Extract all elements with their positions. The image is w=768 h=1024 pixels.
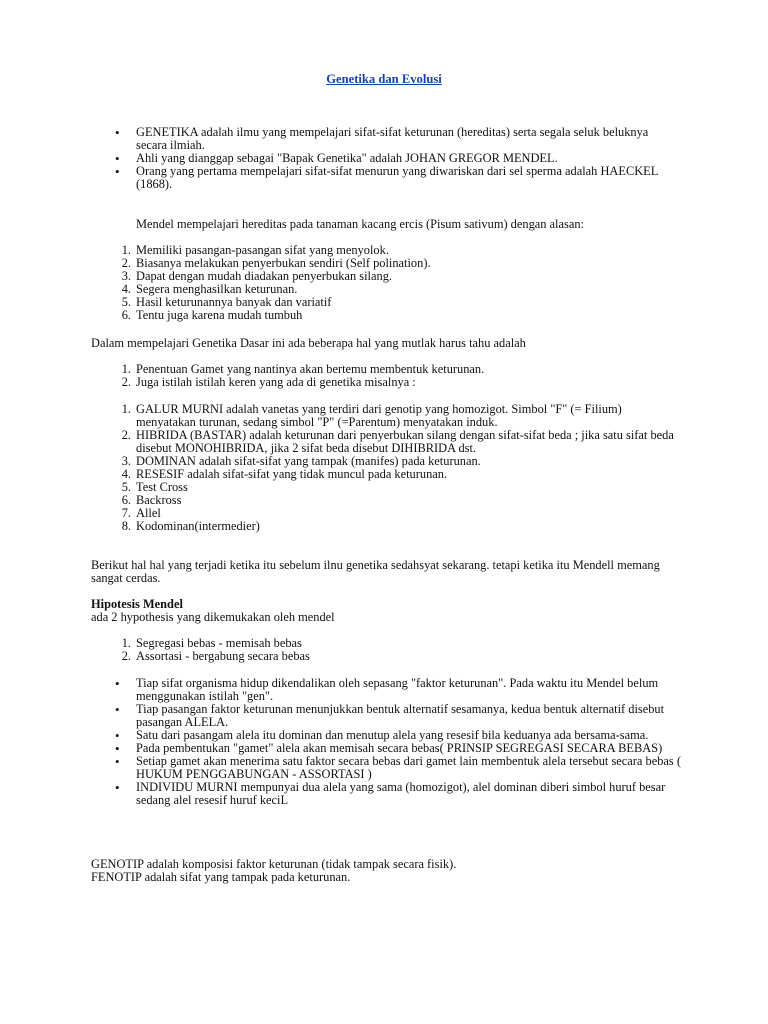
list-item: • GENETIKA adalah ilmu yang mempelajari sifat-sifat keturunan (hereditas) serta segala seluk beluknya secara ilmiah. bbox=[0, 126, 768, 152]
list-item: 3. DOMINAN adalah sifat-sifat yang tampak (manifes) pada keturunan. bbox=[0, 455, 768, 468]
list-item: 1. Segregasi bebas - memisah bebas bbox=[0, 637, 768, 650]
list-item: 6. Tentu juga karena mudah tumbuh bbox=[0, 309, 768, 322]
hipotesis-list bbox=[0, 637, 768, 663]
list-number: 6. bbox=[121, 308, 131, 322]
list-item: 2. Juga istilah istilah keren yang ada di genetika misalnya : bbox=[0, 376, 768, 389]
list-item: 6. Backross bbox=[0, 494, 768, 507]
hipotesis-bullet-list bbox=[0, 677, 768, 807]
list-number: 6. bbox=[121, 493, 131, 507]
list-item: • Pada pembentukan "gamet" alela akan memisah secara bebas( PRINSIP SEGREGASI SECARA BEBAS) bbox=[0, 742, 768, 755]
list-item: • Setiap gamet akan menerima satu faktor secara bebas dari gamet lain membentuk alela tersebut secara bebas ( HUKUM PENGGABUNGAN - ASSORTASI ) bbox=[0, 755, 768, 781]
list-item: • Orang yang pertama mempelajari sifat-sifat menurun yang diwariskan dari sel sperma adalah HAECKEL (1868). bbox=[0, 165, 768, 191]
list-number: 1. bbox=[121, 362, 131, 376]
list-number: 1. bbox=[121, 402, 131, 416]
list-number: 2. bbox=[121, 256, 131, 270]
list-item: • Satu dari pasangam alela itu dominan dan menutup alela yang resesif bila keduanya ada bersama-sama. bbox=[0, 729, 768, 742]
list-number: 2. bbox=[121, 375, 131, 389]
list-number: 3. bbox=[121, 454, 131, 468]
dasar-list bbox=[0, 363, 768, 389]
list-item: 8. Kodominan(intermedier) bbox=[0, 520, 768, 533]
list-item: 1. Penentuan Gamet yang nantinya akan bertemu membentuk keturunan. bbox=[0, 363, 768, 376]
list-item: 1. Memiliki pasangan-pasangan sifat yang menyolok. bbox=[0, 244, 768, 257]
list-number: 2. bbox=[121, 428, 131, 442]
genotip-line: GENOTIP adalah komposisi faktor keturunan (tidak tampak secara fisik). bbox=[91, 857, 457, 871]
list-number: 7. bbox=[121, 506, 131, 520]
list-item: 7. Allel bbox=[0, 507, 768, 520]
list-number: 4. bbox=[121, 467, 131, 481]
list-item: 4. RESESIF adalah sifat-sifat yang tidak muncul pada keturunan. bbox=[0, 468, 768, 481]
intro-bullet-list bbox=[0, 126, 768, 191]
list-number: 5. bbox=[121, 295, 131, 309]
list-item: 1. GALUR MURNI adalah vanetas yang terdiri dari genotip yang homozigot. Simbol "F" (= Filium) menyatakan turunan, sedang simbol "P" (=Parentum) menyatakan induk. bbox=[0, 403, 768, 429]
page-title bbox=[0, 73, 768, 86]
list-item: • Tiap sifat organisma hidup dikendalikan oleh sepasang "faktor keturunan". Pada waktu itu Mendel belum menggunakan istilah "gen". bbox=[0, 677, 768, 703]
hipotesis-intro: ada 2 hypothesis yang dikemukakan oleh mendel bbox=[91, 610, 335, 624]
fenotip-line: FENOTIP adalah sifat yang tampak pada keturunan. bbox=[91, 870, 351, 884]
list-number: 3. bbox=[121, 269, 131, 283]
list-item: 4. Segera menghasilkan keturunan. bbox=[0, 283, 768, 296]
list-item: 2. Biasanya melakukan penyerbukan sendiri (Self polination). bbox=[0, 257, 768, 270]
list-number: 8. bbox=[121, 519, 131, 533]
list-number: 5. bbox=[121, 480, 131, 494]
list-number: 1. bbox=[121, 243, 131, 257]
list-number: 1. bbox=[121, 636, 131, 650]
list-item: • Ahli yang dianggap sebagai "Bapak Genetika" adalah JOHAN GREGOR MENDEL. bbox=[0, 152, 768, 165]
mendel-reasons-list bbox=[0, 244, 768, 322]
list-item: • Tiap pasangan faktor keturunan menunjukkan bentuk alternatif sesamanya, kedua bentuk alternatif disebut pasangan ALELA. bbox=[0, 703, 768, 729]
list-item: 5. Hasil keturunannya banyak dan variatif bbox=[0, 296, 768, 309]
hipotesis-heading: Hipotesis Mendel bbox=[91, 597, 183, 611]
mendel-intro-paragraph: Mendel mempelajari hereditas pada tanaman kacang ercis (Pisum sativum) dengan alasan: bbox=[136, 217, 584, 231]
list-number: 2. bbox=[121, 649, 131, 663]
list-item: 2. HIBRIDA (BASTAR) adalah keturunan dari penyerbukan silang dengan sifat-sifat beda ; jika satu sifat beda disebut MONOHIBRIDA, jika 2 sifat beda disebut DIHIBRIDA dst. bbox=[0, 429, 768, 455]
list-item: 3. Dapat dengan mudah diadakan penyerbukan silang. bbox=[0, 270, 768, 283]
dasar-intro-paragraph: Dalam mempelajari Genetika Dasar ini ada beberapa hal yang mutlak harus tahu adalah bbox=[91, 336, 526, 350]
title-link[interactable]: Genetika dan Evolusi bbox=[326, 72, 442, 86]
list-item: 5. Test Cross bbox=[0, 481, 768, 494]
berikut-paragraph: Berikut hal hal yang terjadi ketika itu sebelum ilnu genetika sedahsyat sekarang. tetapi ketika itu Mendell memang sangat cerdas. bbox=[91, 558, 660, 585]
list-item: 2. Assortasi - bergabung secara bebas bbox=[0, 650, 768, 663]
list-number: 4. bbox=[121, 282, 131, 296]
list-item: • INDIVIDU MURNI mempunyai dua alela yang sama (homozigot), alel dominan diberi simbol huruf besar sedang alel resesif huruf keciL bbox=[0, 781, 768, 807]
istilah-list bbox=[0, 403, 768, 533]
